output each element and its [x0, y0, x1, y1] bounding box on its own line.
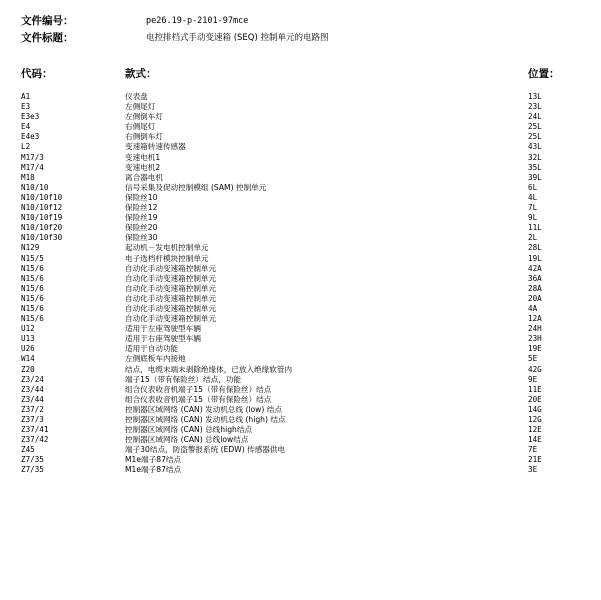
row-position: 32L [528, 152, 542, 162]
table-row [0, 132, 601, 142]
row-code: Z7/35 [21, 465, 44, 475]
table-row [0, 395, 601, 405]
row-position: 36A [528, 273, 542, 283]
row-code: N10/10 [21, 182, 49, 192]
row-description: 保险丝20 [125, 223, 158, 233]
table-row [0, 354, 601, 364]
row-description: 保险丝19 [125, 213, 158, 223]
row-code: M17/4 [21, 162, 44, 172]
row-description: 保险丝10 [125, 192, 158, 202]
row-code: N10/10f10 [21, 192, 63, 202]
row-code: M17/3 [21, 152, 44, 162]
row-position: 2L [528, 233, 538, 243]
row-position: 43L [528, 142, 542, 152]
document-number-value: pe26.19-p-2101-97mce [146, 16, 249, 26]
row-code: Z3/44 [21, 394, 44, 404]
row-code: N15/6 [21, 314, 44, 324]
row-description: M1e端子87结点 [125, 465, 182, 475]
row-code: N15/6 [21, 273, 44, 283]
row-description: 控制器区域网络 (CAN) 总线low结点 [125, 435, 249, 445]
row-description: 变速电机2 [125, 162, 161, 172]
row-code: E3 [21, 102, 31, 112]
row-description: 控制器区域网络 (CAN) 发动机总线 (high) 结点 [125, 415, 286, 424]
row-code: E4e3 [21, 132, 40, 142]
table-row [0, 203, 601, 213]
table-row [0, 385, 601, 395]
row-description: 起动机－发电机控制单元 [125, 243, 209, 253]
row-position: 28L [528, 243, 542, 253]
row-position: 4L [528, 192, 538, 202]
row-position: 12E [528, 425, 542, 435]
row-code: Z37/42 [21, 435, 49, 445]
table-row [0, 254, 601, 264]
row-description: 端子15（带有保险丝）结点，功能 [125, 374, 241, 384]
row-code: Z20 [21, 364, 35, 374]
row-code: W14 [21, 354, 35, 364]
row-position: 19L [528, 253, 542, 263]
row-position: 9E [528, 374, 538, 384]
table-row [0, 425, 601, 435]
row-description: 适用于右座驾驶型车辆 [125, 334, 201, 344]
table-row [0, 213, 601, 223]
row-position: 20E [528, 394, 542, 404]
table-row [0, 92, 601, 102]
row-description: 自动化手动变速箱控制单元 [125, 273, 217, 283]
row-code: Z37/3 [21, 415, 44, 424]
row-description: 保险丝30 [125, 233, 158, 243]
column-header-description: 款式： [125, 68, 157, 80]
row-code: Z37/41 [21, 425, 49, 435]
table-row [0, 183, 601, 193]
row-code: N10/10f20 [21, 223, 63, 233]
row-position: 12G [528, 415, 542, 424]
row-code: U13 [21, 334, 35, 344]
row-code: Z3/44 [21, 384, 44, 394]
row-position: 7E [528, 445, 538, 455]
row-description: 信号采集及促动控制模组 (SAM) 控制单元 [125, 182, 267, 192]
row-position: 11L [528, 223, 542, 233]
row-position: 14E [528, 435, 542, 445]
row-description: M1e端子87结点 [125, 455, 182, 465]
row-code: Z37/2 [21, 404, 44, 414]
row-code: N10/10f30 [21, 233, 63, 243]
table-row [0, 294, 601, 304]
row-description: 自动化手动变速箱控制单元 [125, 303, 217, 313]
row-position: 42A [528, 263, 542, 273]
row-position: 12A [528, 314, 542, 324]
row-description: 自动化手动变速箱控制单元 [125, 263, 217, 273]
document-title-value: 电控排档式手动变速箱 (SEQ) 控制单元的电路图 [146, 33, 329, 43]
table-row [0, 324, 601, 334]
table-row [0, 344, 601, 354]
table-row [0, 405, 601, 415]
row-code: U12 [21, 324, 35, 334]
row-position: 21E [528, 455, 542, 465]
row-position: 7L [528, 203, 538, 213]
table-row [0, 142, 601, 152]
row-description: 电子选档杆模块控制单元 [125, 253, 209, 263]
table-row [0, 173, 601, 183]
row-position: 25L [528, 122, 542, 132]
row-code: U26 [21, 344, 35, 354]
row-position: 24H [528, 324, 542, 334]
table-row [0, 193, 601, 203]
table-row [0, 153, 601, 163]
table-row [0, 304, 601, 314]
row-position: 28A [528, 283, 542, 293]
row-description: 适用于左座驾驶型车辆 [125, 324, 201, 334]
table-row [0, 365, 601, 375]
table-row [0, 112, 601, 122]
row-description: 适用于自动功能 [125, 344, 179, 354]
table-row [0, 223, 601, 233]
row-code: A1 [21, 92, 31, 101]
row-code: Z45 [21, 445, 35, 455]
row-description: 组合仪表收音机端子15（带有保险丝）结点 [125, 394, 272, 404]
row-code: N15/5 [21, 253, 44, 263]
document-title-label: 文件标题： [21, 32, 74, 44]
row-code: N10/10f19 [21, 213, 63, 223]
table-row [0, 274, 601, 284]
column-header-code: 代码： [21, 68, 53, 80]
row-position: 14G [528, 404, 542, 414]
row-position: 5E [528, 354, 538, 364]
table-row [0, 243, 601, 253]
table-row [0, 455, 601, 465]
row-position: 35L [528, 162, 542, 172]
row-description: 左侧尾灯 [125, 102, 156, 112]
row-description: 结点，电缆末端未剥除绝缘体，已放入绝缘软管内 [125, 364, 293, 374]
table-row [0, 284, 601, 294]
row-code: N15/6 [21, 303, 44, 313]
row-position: 23L [528, 102, 542, 112]
row-description: 离合器电机 [125, 172, 163, 182]
row-code: N15/6 [21, 293, 44, 303]
row-code: Z3/24 [21, 374, 44, 384]
row-description: 变速电机1 [125, 152, 161, 162]
table-row [0, 163, 601, 173]
table-row [0, 233, 601, 243]
row-position: 24L [528, 112, 542, 122]
row-code: E3e3 [21, 112, 40, 122]
row-code: N10/10f12 [21, 203, 63, 213]
row-code: E4 [21, 122, 31, 132]
row-position: 19E [528, 344, 542, 354]
table-row [0, 314, 601, 324]
row-position: 11E [528, 384, 542, 394]
row-position: 4A [528, 303, 538, 313]
row-code: N15/6 [21, 263, 44, 273]
document-number-label: 文件编号： [21, 15, 74, 27]
row-position: 25L [528, 132, 542, 142]
row-description: 右侧尾灯 [125, 122, 156, 132]
row-description: 仪表盘 [125, 92, 148, 101]
row-code: N129 [21, 243, 40, 253]
row-position: 42G [528, 364, 542, 374]
row-position: 3E [528, 465, 538, 475]
row-position: 39L [528, 172, 542, 182]
row-description: 保险丝12 [125, 203, 158, 213]
row-position: 6L [528, 182, 538, 192]
row-position: 20A [528, 293, 542, 303]
row-description: 自动化手动变速箱控制单元 [125, 283, 217, 293]
table-row [0, 264, 601, 274]
table-row [0, 102, 601, 112]
table-row [0, 435, 601, 445]
row-description: 端子30结点，防盗警报系统 (EDW) 传感器供电 [125, 445, 286, 455]
row-code: N15/6 [21, 283, 44, 293]
row-position: 13L [528, 92, 542, 101]
table-row [0, 122, 601, 132]
row-description: 组合仪表收音机端子15（带有保险丝）结点 [125, 384, 272, 394]
row-description: 自动化手动变速箱控制单元 [125, 314, 217, 324]
component-table-body [0, 92, 601, 476]
row-description: 变速箱转速传感器 [125, 142, 186, 152]
row-description: 控制器区域网络 (CAN) 发动机总线 (low) 结点 [125, 404, 282, 414]
table-row [0, 415, 601, 425]
table-row [0, 445, 601, 455]
table-row [0, 375, 601, 385]
row-description: 左侧倒车灯 [125, 112, 163, 122]
row-position: 9L [528, 213, 538, 223]
row-code: Z7/35 [21, 455, 44, 465]
table-row [0, 334, 601, 344]
row-description: 右侧倒车灯 [125, 132, 163, 142]
row-position: 23H [528, 334, 542, 344]
row-description: 控制器区域网络 (CAN) 总线high结点 [125, 425, 253, 435]
column-header-position: 位置： [528, 68, 560, 80]
row-code: L2 [21, 142, 31, 152]
row-description: 左侧底板车内接地 [125, 354, 186, 364]
table-row [0, 465, 601, 475]
row-description: 自动化手动变速箱控制单元 [125, 293, 217, 303]
row-code: M18 [21, 172, 35, 182]
